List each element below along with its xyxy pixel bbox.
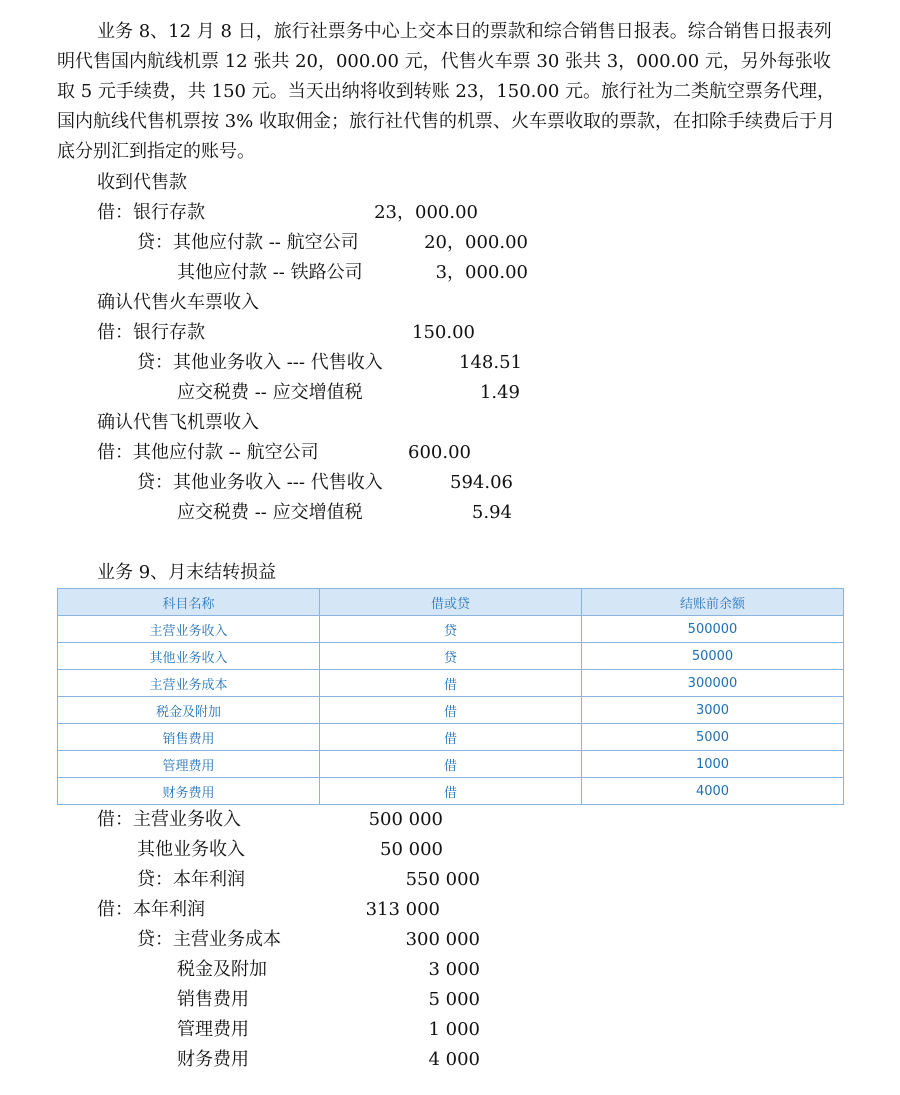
entry4-credit-account: 贷：本年利润 xyxy=(137,869,245,890)
cell-account-name: 税金及附加 xyxy=(58,697,320,724)
cell-balance: 500000 xyxy=(582,616,844,643)
cell-balance: 300000 xyxy=(582,670,844,697)
entry4-debit-amount-2: 50 000 xyxy=(380,839,443,860)
cell-balance: 50000 xyxy=(582,643,844,670)
entry5-credit-amount-1: 300 000 xyxy=(405,929,480,950)
table-row xyxy=(58,616,844,643)
entry5-debit-amount: 313 000 xyxy=(365,899,440,920)
cell-debit-credit: 贷 xyxy=(320,643,582,670)
table-row xyxy=(58,778,844,805)
table-row xyxy=(58,697,844,724)
entry1-debit-amount: 23，000.00 xyxy=(374,202,478,223)
cell-debit-credit: 借 xyxy=(320,670,582,697)
entry2-credit-amount-2: 1.49 xyxy=(479,382,520,403)
entry3-credit-account-2: 应交税费 -- 应交增值税 xyxy=(177,502,363,523)
cell-debit-credit: 借 xyxy=(320,751,582,778)
header-account-name: 科目名称 xyxy=(58,589,320,616)
pre-closing-balance-table xyxy=(57,588,844,805)
entry1-credit-amount-2: 3，000.00 xyxy=(435,262,528,283)
cell-account-name: 销售费用 xyxy=(58,724,320,751)
entry3-credit-amount-1: 594.06 xyxy=(450,472,513,493)
entry4-debit-account-1: 借：主营业务收入 xyxy=(97,809,241,830)
table-row xyxy=(58,751,844,778)
cell-balance: 3000 xyxy=(582,697,844,724)
table-header-row xyxy=(58,589,844,616)
cell-balance: 4000 xyxy=(582,778,844,805)
business-9-heading: 业务 9、月末结转损益 xyxy=(97,562,277,583)
cell-account-name: 财务费用 xyxy=(58,778,320,805)
entry1-heading: 收到代售款 xyxy=(97,172,187,193)
entry2-debit-account: 借：银行存款 xyxy=(97,322,205,343)
cell-account-name: 其他业务收入 xyxy=(58,643,320,670)
cell-account-name: 主营业务成本 xyxy=(58,670,320,697)
entry2-heading: 确认代售火车票收入 xyxy=(97,292,259,313)
entry3-debit-amount: 600.00 xyxy=(408,442,471,463)
table-row xyxy=(58,670,844,697)
table-row xyxy=(58,643,844,670)
entry2-credit-amount-1: 148.51 xyxy=(459,352,522,373)
entry3-debit-account: 借：其他应付款 -- 航空公司 xyxy=(97,442,319,463)
entry5-credit-amount-2: 3 000 xyxy=(428,959,480,980)
entry4-debit-account-2: 其他业务收入 xyxy=(137,839,245,860)
entry1-credit-account-2: 其他应付款 -- 铁路公司 xyxy=(177,262,363,283)
cell-balance: 1000 xyxy=(582,751,844,778)
entry2-debit-amount: 150.00 xyxy=(412,322,475,343)
entry5-debit-account: 借：本年利润 xyxy=(97,899,205,920)
header-balance: 结账前余额 xyxy=(582,589,844,616)
entry1-credit-account-1: 贷：其他应付款 -- 航空公司 xyxy=(137,232,359,253)
entry2-credit-account-2: 应交税费 -- 应交增值税 xyxy=(177,382,363,403)
entry4-credit-amount: 550 000 xyxy=(405,869,480,890)
entry5-credit-amount-4: 1 000 xyxy=(428,1019,480,1040)
entry5-credit-amount-5: 4 000 xyxy=(428,1049,480,1070)
entry3-heading: 确认代售飞机票收入 xyxy=(97,412,259,433)
entry1-debit-account: 借：银行存款 xyxy=(97,202,205,223)
cell-debit-credit: 贷 xyxy=(320,616,582,643)
entry4-debit-amount-1: 500 000 xyxy=(368,809,443,830)
entry3-credit-amount-2: 5.94 xyxy=(471,502,512,523)
cell-debit-credit: 借 xyxy=(320,697,582,724)
entry2-credit-account-1: 贷：其他业务收入 --- 代售收入 xyxy=(137,352,383,373)
cell-debit-credit: 借 xyxy=(320,778,582,805)
cell-balance: 5000 xyxy=(582,724,844,751)
cell-account-name: 主营业务收入 xyxy=(58,616,320,643)
entry5-credit-account-3: 销售费用 xyxy=(177,989,249,1010)
entry1-credit-amount-1: 20，000.00 xyxy=(424,232,528,253)
cell-debit-credit: 借 xyxy=(320,724,582,751)
entry5-credit-account-2: 税金及附加 xyxy=(177,959,267,980)
business-8-description: 业务 8、12 月 8 日，旅行社票务中心上交本日的票款和综合销售日报表。综合销售日报表列明代售国内航线机票 12 张共 20，000.00 元，代售火车票 30 张共 3，000.00 元，另外每张收取 5 元手续费，共 150 元。当天出纳将收到转账 23，150.00 元。旅行社为二类航空票务代理，国内航线代售机票按 3% 收取佣金；旅行社代售的机票、火车票收取的票款，在扣除手续费后于月底分别汇到指定的账号。 xyxy=(57,21,836,162)
cell-account-name: 管理费用 xyxy=(58,751,320,778)
header-debit-credit: 借或贷 xyxy=(320,589,582,616)
entry5-credit-account-4: 管理费用 xyxy=(177,1019,249,1040)
table-row xyxy=(58,724,844,751)
entry3-credit-account-1: 贷：其他业务收入 --- 代售收入 xyxy=(137,472,383,493)
entry5-credit-amount-3: 5 000 xyxy=(428,989,480,1010)
entry5-credit-account-5: 财务费用 xyxy=(177,1049,249,1070)
entry5-credit-account-1: 贷：主营业务成本 xyxy=(137,929,281,950)
